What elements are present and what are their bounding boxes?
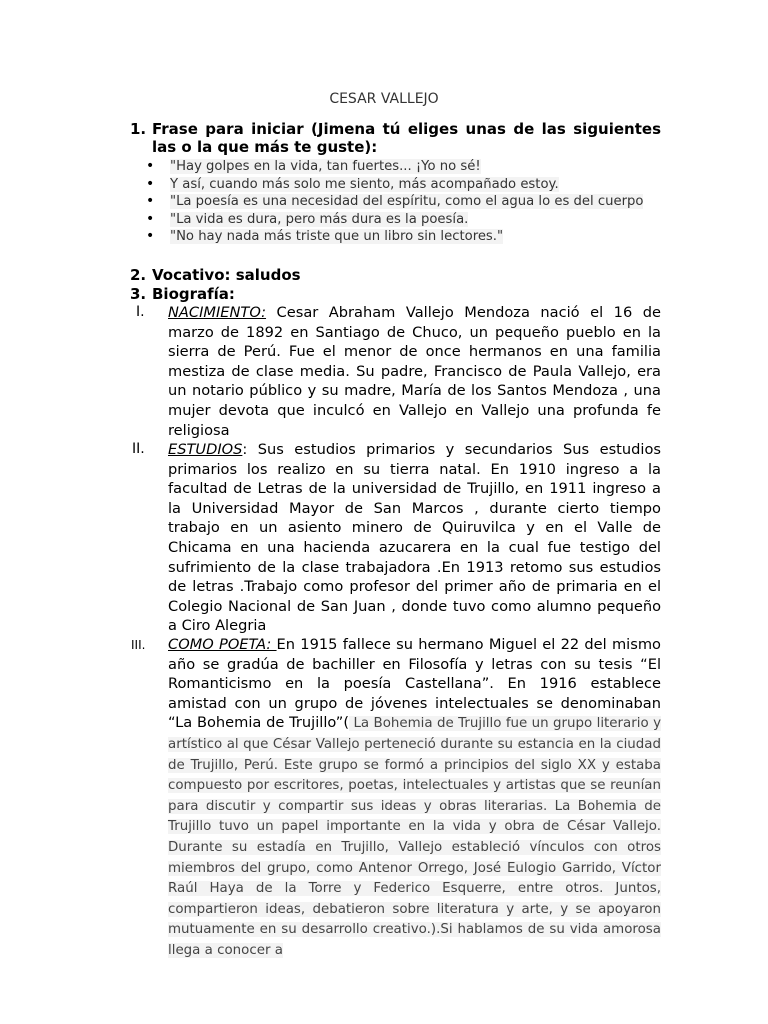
quote-text: Y así, cuando más solo me siento, más acompañado estoy. [170,176,559,192]
item-text: Frase para iniciar (Jimena tú eliges unas de las siguientes las o la que más te guste): [152,120,661,156]
document-title: CESAR VALLEJO [329,91,439,107]
section-label: NACIMIENTO: [168,304,267,321]
section-body: : Sus estudios primarios y secundarios Sus estudios primarios los realizo en su tierra natal. En 1910 ingreso a la facultad de Letras de la universidad de Trujillo, en 1911 ingreso a la Universidad Mayor de San Marcos , durante cierto tiempo trabajo en un asiento minero de Quiruvilca y en el Valle de Chicama en una hacienda azucarera en la cual fue testigo del sufrimiento de la clase trabajadora .En 1913 retomo sus estudios de letras .Trabajo como profesor del primer año de primaria en el Colegio Nacional de San Juan , donde tuvo como alumno pequeño a Ciro Alegria [168,441,661,635]
list-item [170,158,660,176]
item-number: 1. [130,120,147,138]
item-1-heading [130,120,661,156]
list-item [170,193,660,211]
section-estudios [168,440,661,636]
quote-text: "No hay nada más triste que un libro sin lectores." [170,229,504,245]
item-number: 3. [130,285,147,303]
item-2-heading [130,266,661,284]
item-3-heading [130,285,661,303]
item-number: 2. [130,266,147,284]
item-text: Biografía: [152,285,235,303]
quote-text: "La poesía es una necesidad del espíritu, como el agua lo es del cuerpo [170,194,644,210]
section-nacimiento [168,303,661,440]
section-numeral: I. [136,304,145,320]
quote-list [170,158,660,246]
section-label: ESTUDIOS [168,441,243,458]
quote-text: "La vida es dura, pero más dura es la poesía. [170,211,469,227]
list-item [170,211,660,229]
section-body: En 1915 fallece su hermano Miguel el 22 del mismo año se gradúa de bachiller en Filosofía y letras con su tesis “El Romanticismo en la poesía Castellana”. En 1916 establece amistad con un grupo de jóvenes intelectuales se denominaban “La Bohemia de Trujillo”( [168,636,661,732]
section-numeral: III. [131,638,146,652]
list-item [170,228,660,246]
section-body: Cesar Abraham Vallejo Mendoza nació el 16 de marzo de 1892 en Santiago de Chuco, un pequeño pueblo en la sierra de Perú. Fue el menor de once hermanos en una familia mestiza de clase media. Su padre, Francisco de Paula Vallejo, era un notario público y su madre, María de los Santos Mendoza , una mujer devota que inculcó en Vallejo en Vallejo una profunda fe religiosa [168,304,661,439]
section-como-poeta [168,635,661,961]
quote-text: "Hay golpes en la vida, tan fuertes... ¡Yo no sé! [170,159,481,174]
section-quote: La Bohemia de Trujillo fue un grupo literario y artístico al que César Vallejo perteneció durante su estancia en la ciudad de Trujillo, Perú. Este grupo se formó a principios del siglo XX y estaba compuesto por escritores, poetas, intelectuales y artistas que se reunían para discutir y compartir sus ideas y obras literarias. La Bohemia de Trujillo tuvo un papel importante en la vida y obra de César Vallejo. Durante su estadía en Trujillo, Vallejo estableció vínculos con otros miembros del grupo, como Antenor Orrego, José Eulogio Garrido, Víctor Raúl Haya de la Torre y Federico Esquerre, entre otros. Juntos, compartieron ideas, debatieron sobre literatura y arte, y se apoyaron mutuamente en su desarrollo creativo.).Si hablamos de su vida amorosa llega a conocer a [168,716,661,958]
section-label: COMO POETA: [168,636,277,653]
section-numeral: II. [132,441,145,457]
list-item [170,176,660,194]
item-text: Vocativo: saludos [152,266,301,284]
